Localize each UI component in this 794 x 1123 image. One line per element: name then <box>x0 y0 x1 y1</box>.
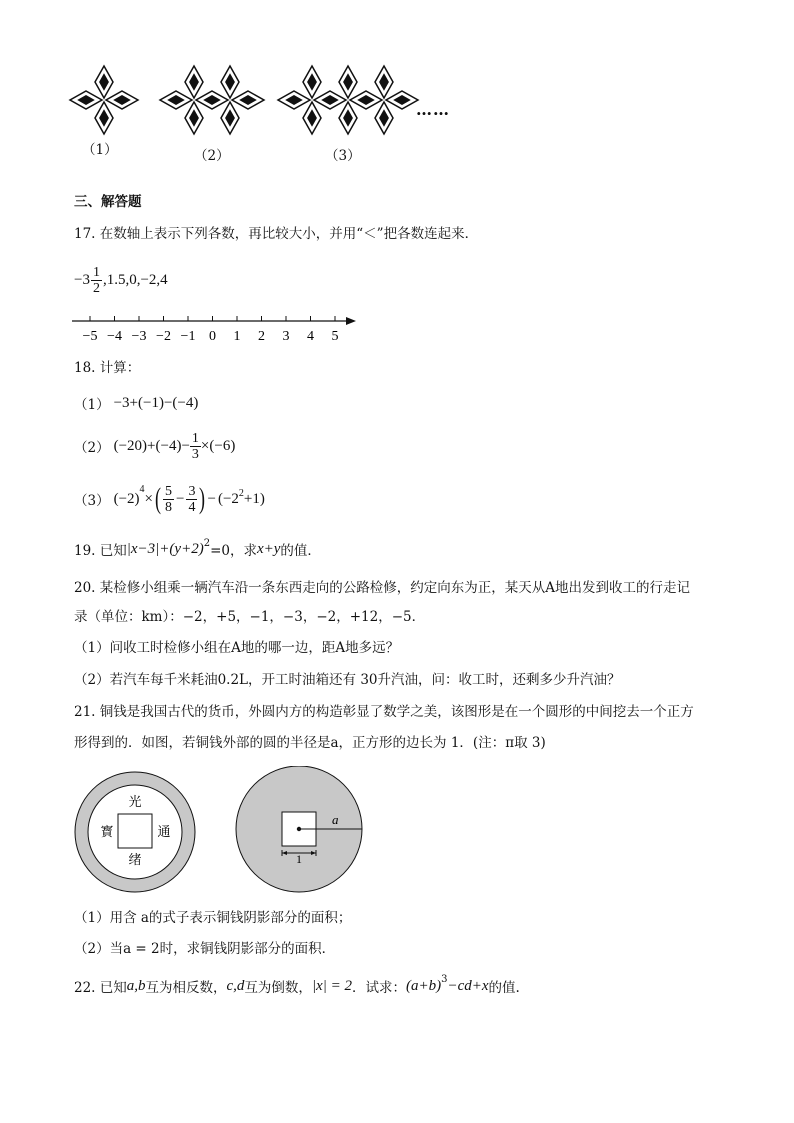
q18-p3-f2-num: 3 <box>188 483 196 499</box>
coin-char-top: 光 <box>128 794 142 809</box>
pattern-f3-top0 <box>303 66 321 98</box>
q19-b: |x−3|+(y+2) <box>126 540 204 557</box>
q18-p1-expr: −3+(−1)−(−4) <box>113 394 199 411</box>
q22-exp: 3 <box>441 974 448 985</box>
figure-label-3: （3） <box>325 148 361 164</box>
q18-p2-expr-a: (−20)+(−4)− <box>113 437 190 454</box>
tick-label: 5 <box>331 329 339 344</box>
pattern-f2-top2 <box>221 66 239 98</box>
coin-char-left: 寳 <box>100 824 114 839</box>
q20-sub2: （2）若汽车每千米耗油0.2L，开工时油箱还有 30升汽油，问：收工时，还剩多少升汽油？ <box>74 672 621 688</box>
pattern-f2-left <box>160 91 192 109</box>
q19-e: 的值． <box>280 543 321 559</box>
q18-p2-fraction <box>190 431 201 462</box>
tick-label: 0 <box>209 329 216 344</box>
number-line <box>70 312 360 346</box>
pattern-f3-mid2 <box>350 91 382 109</box>
tick-label: 4 <box>307 329 314 344</box>
pattern-ellipsis: …… <box>416 100 450 119</box>
pattern-f2-top1 <box>185 66 203 98</box>
tick-label: −3 <box>131 329 147 344</box>
pattern-f3-bot2 <box>375 102 393 134</box>
pattern-f3-mid1 <box>314 91 346 109</box>
q18-part2 <box>74 426 235 466</box>
coin-char-right: 通 <box>157 824 171 839</box>
tick-label: 1 <box>233 329 241 344</box>
q18-p2-expr-b: ×(−6) <box>200 437 236 454</box>
q22-f: |x| = 2 <box>311 977 352 994</box>
q18-p3-exp4: 4 <box>139 484 145 495</box>
q17-numbers <box>74 260 168 300</box>
q18-p3-label: （3） <box>74 493 110 509</box>
q17-text: 17. 在数轴上表示下列各数，再比较大小，并用“＜”把各数连起来． <box>74 226 479 242</box>
tick-label: 2 <box>258 329 265 344</box>
q19-a: 19. 已知 <box>74 543 127 559</box>
q21-sub1: （1）用含 a的式子表示铜钱阴影部分的面积； <box>74 910 352 926</box>
q18-part3 <box>74 478 265 520</box>
pattern-diamond-f1-right <box>106 91 138 109</box>
q18-p3-exp2: 2 <box>238 488 244 499</box>
q22-h: (a+b) <box>405 977 442 994</box>
tick-label: −5 <box>82 329 98 344</box>
pattern-f3-left <box>278 91 310 109</box>
coin-figure-right <box>232 766 372 896</box>
q22-a: 22. 已知 <box>74 980 127 996</box>
figure-label-2: （2） <box>194 148 230 164</box>
pattern-diamond-f1-top <box>95 66 113 98</box>
section-title: 三、解答题 <box>74 194 142 210</box>
q18-p3-rparen: ) <box>199 482 206 515</box>
pattern-f3-top2 <box>375 66 393 98</box>
pattern-diamond-f1-left <box>70 91 102 109</box>
q17-frac-num: 1 <box>92 264 100 280</box>
q18-p3-c: − <box>207 490 216 507</box>
q22-j: 的值. <box>488 980 520 996</box>
q18-part1 <box>74 392 198 414</box>
q17-num-prefix: −3 <box>74 271 90 288</box>
pattern-f3-top1 <box>339 66 357 98</box>
q18-p3-lparen: ( <box>155 482 162 515</box>
coin-char-bottom: 绪 <box>128 852 142 867</box>
q18-p2-frac-den: 3 <box>191 446 199 462</box>
coin-figure-left <box>70 768 200 898</box>
q18-text: 18. 计算： <box>74 360 141 376</box>
q22-e: 互为倒数， <box>244 980 312 996</box>
q18-p3-a: (−2) <box>113 490 140 507</box>
q17-fraction <box>91 265 102 296</box>
q22-i: −cd+x <box>447 977 489 994</box>
q21-line2: 形得到的．如图，若铜钱外部的圆的半径是a，正方形的边长为 1．(注：π取 3) <box>74 735 546 751</box>
q19-c: =0，求 <box>210 543 257 559</box>
q18-p2-frac-num: 1 <box>191 430 199 446</box>
tick-label: −4 <box>107 329 122 344</box>
q22-g: ．试求： <box>351 980 406 996</box>
pattern-f2-bot1 <box>185 102 203 134</box>
pattern-f2-right <box>232 91 264 109</box>
q18-p3-frac2 <box>186 484 197 515</box>
q18-p3-minus: − <box>176 490 185 507</box>
q22 <box>74 974 520 998</box>
q19-d: x+y <box>256 540 281 557</box>
q18-p3-times: × <box>144 490 154 507</box>
q17-num-rest: ,1.5,0,−2,4 <box>102 271 168 288</box>
tick-label: −2 <box>156 329 171 344</box>
pattern-f2-mid <box>196 91 228 109</box>
q20-line2: 录（单位：km）：−2，+5，−1，−3，−2，+12，−5． <box>74 609 426 625</box>
pattern-f3-bot0 <box>303 102 321 134</box>
q18-p3-f1-den: 8 <box>165 499 173 515</box>
q21-sub2: （2）当a = 2时，求铜钱阴影部分的面积． <box>74 941 336 957</box>
pattern-f3-bot1 <box>339 102 357 134</box>
q18-p3-e: +1) <box>243 490 265 507</box>
q20-sub1: （1）问收工时检修小组在A地的哪一边，距A地多远？ <box>74 640 400 656</box>
q18-p2-label: （2） <box>74 440 110 456</box>
tick-label: 3 <box>282 329 290 344</box>
q18-p3-frac1 <box>163 484 174 515</box>
figure-label-1: （1） <box>82 142 118 158</box>
q18-p3-f2-den: 4 <box>188 499 196 515</box>
q18-p3-d: (−2 <box>217 490 239 507</box>
side-label: 1 <box>296 852 302 866</box>
q18-p1-label: （1） <box>74 397 110 413</box>
q19-exp: 2 <box>203 538 211 549</box>
q17-frac-den: 2 <box>92 280 100 296</box>
pattern-f3-right <box>386 91 418 109</box>
q21-line1: 21. 铜钱是我国古代的货币，外圆内方的构造彰显了数学之美，该图形是在一个圆形的中间挖去一个正方 <box>74 704 694 720</box>
q20-line1: 20. 某检修小组乘一辆汽车沿一条东西走向的公路检修，约定向东为正，某天从A地出发到收工的行走记 <box>74 580 691 596</box>
q22-d: c,d <box>226 977 245 994</box>
radius-label: a <box>332 812 339 827</box>
q22-b: a,b <box>126 977 146 994</box>
q22-c: 互为相反数， <box>145 980 227 996</box>
q18-p3-f1-num: 5 <box>165 483 173 499</box>
tick-label: −1 <box>180 329 196 344</box>
q19 <box>74 538 321 560</box>
pattern-f2-bot2 <box>221 102 239 134</box>
pattern-diamond-f1-bottom <box>95 102 113 134</box>
